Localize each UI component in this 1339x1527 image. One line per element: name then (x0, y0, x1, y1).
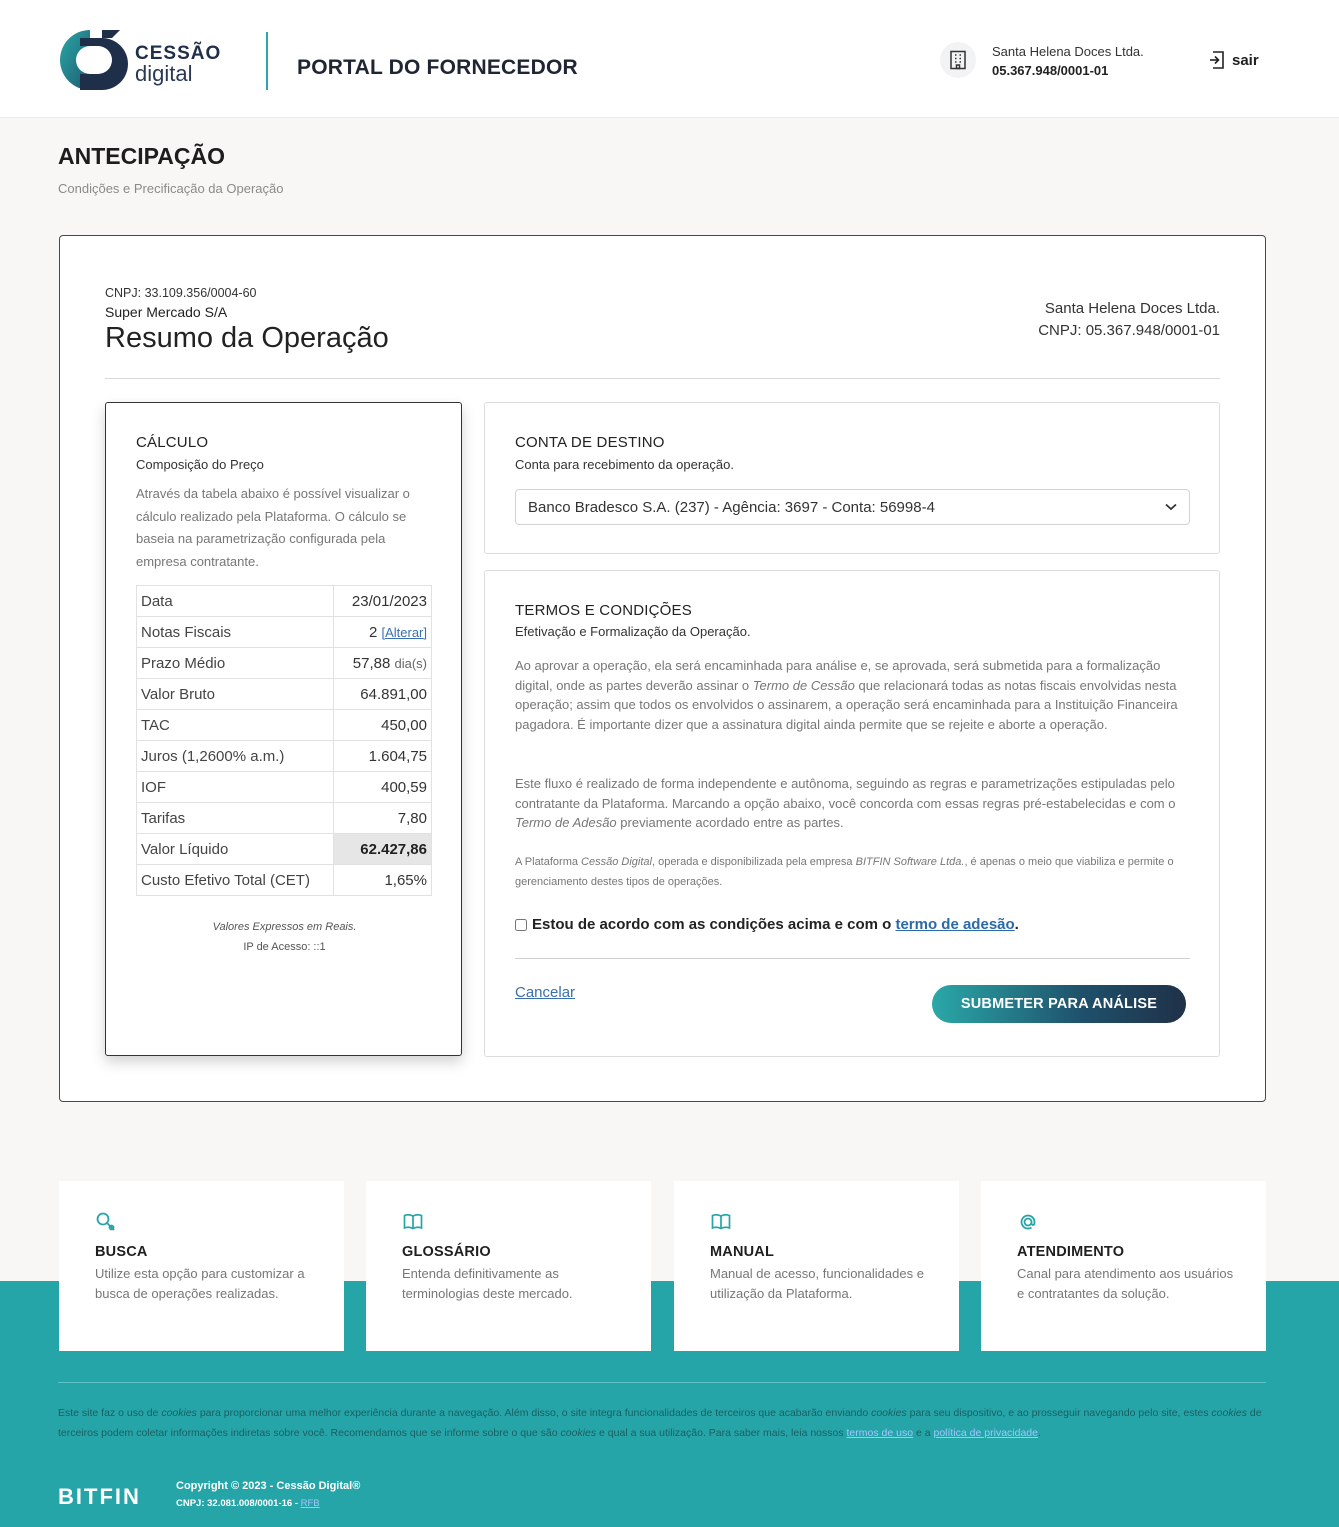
table-row (137, 586, 432, 617)
supplier-cnpj: CNPJ: 05.367.948/0001-01 (1038, 322, 1220, 339)
row-value-juros: 1.604,75 (334, 741, 432, 772)
page-title: ANTECIPAÇÃO (58, 143, 225, 169)
destination-account-select[interactable] (515, 489, 1190, 525)
terms-subtitle: Efetivação e Formalização da Operação. (515, 624, 751, 639)
logo-text (135, 44, 221, 85)
footer-card-glossario[interactable] (366, 1181, 651, 1351)
terms-card (484, 570, 1220, 1057)
footer-card-title: ATENDIMENTO (1017, 1244, 1125, 1260)
notas-count: 2 (368, 623, 378, 641)
juros-label: Juros (1,2600% a.m.) (141, 747, 285, 765)
calc-currency-note: Valores Expressos em Reais. (212, 921, 357, 933)
footer-card-manual[interactable] (674, 1181, 959, 1351)
supplier-name: Santa Helena Doces Ltda. (1044, 300, 1220, 317)
cookie-text-c: para seu dispositivo, e ao prosseguir navegando pelo site, estes (906, 1407, 1212, 1419)
footer-card-title: BUSCA (95, 1244, 148, 1260)
terms-p2-text-b: previamente acordado entre as partes. (616, 815, 844, 831)
cookie-em: cookies (560, 1427, 597, 1439)
top-header (0, 0, 1339, 118)
alter-notes-link[interactable]: [Alterar] (381, 624, 427, 640)
terms-p1-emphasis: Termo de Cessão (752, 677, 855, 693)
header-company-name: Santa Helena Doces Ltda. (992, 44, 1144, 59)
rfb-link[interactable]: RFB (300, 1498, 320, 1509)
logout-button[interactable] (1208, 50, 1259, 70)
terms-p3-text-b: , operada e disponibilizada pela empresa (651, 856, 856, 868)
chevron-down-icon (1165, 503, 1177, 511)
agree-end: . (1014, 916, 1019, 933)
table-row (137, 865, 432, 896)
operation-summary-card (59, 235, 1266, 1102)
destination-subtitle: Conta para recebimento da operação. (515, 457, 734, 472)
cookie-text-e: e qual a sua utilização. Para saber mais, leia nossos (596, 1427, 847, 1439)
agree-text: Estou de acordo com as condições acima e com o (532, 916, 896, 933)
copyright-text: Copyright © 2023 - Cessão Digital® (176, 1480, 361, 1492)
agree-label (532, 916, 1019, 933)
row-value-cet: 1,65% (334, 865, 432, 896)
terms-paragraph-1 (515, 656, 1195, 734)
cookie-text-g: . (1037, 1427, 1041, 1439)
footer-card-atendimento[interactable] (981, 1181, 1266, 1351)
footer-card-title: GLOSSÁRIO (402, 1244, 491, 1260)
table-row (137, 710, 432, 741)
payer-name: Super Mercado S/A (105, 304, 228, 320)
terms-p2-text-a: Este fluxo é realizado de forma independente e autônoma, seguindo as regras e parametrizações estipuladas pelo contratante da Plataforma. Marcando a opção abaixo, você concorda com essas regras pré-estabelecidas e com o (515, 776, 1176, 811)
terms-divider (515, 958, 1190, 959)
footer-card-title: MANUAL (710, 1244, 775, 1260)
terms-p1-text-a: Ao aprovar a operação, ela será encaminhada para análise e, se aprovada, será submetida para a formalização digital, onde as partes deverão assinar o (515, 658, 1161, 693)
privacy-policy-link[interactable]: política de privacidade (933, 1427, 1038, 1439)
building-icon (940, 42, 976, 78)
cookie-em: cookies (161, 1407, 197, 1419)
prazo-value: 57,88 (352, 654, 391, 672)
terms-title: TERMOS E CONDIÇÕES (515, 602, 692, 619)
cookie-notice (58, 1403, 1268, 1443)
terms-p3-text-a: A Plataforma (515, 856, 582, 868)
agree-checkbox-row[interactable] (515, 916, 1019, 933)
terms-p3-text-c: , é apenas o meio que viabiliza e permite o gerenciamento destes tipos de operações. (515, 856, 1174, 888)
cookie-text-d: de terceiros podem coletar informações indiretas sobre você. Recomendamos que se informe sobre o que são (58, 1407, 1262, 1439)
row-label-notas-fiscais: Notas Fiscais (137, 617, 334, 648)
terms-p3-emphasis-1: Cessão Digital (581, 856, 652, 868)
row-label-juros (137, 741, 334, 772)
row-label-tarifas: Tarifas (137, 803, 334, 834)
row-label-valor-bruto: Valor Bruto (137, 679, 334, 710)
footer-cnpj-text: CNPJ: 32.081.008/0001-16 - (176, 1498, 301, 1509)
destination-selected-value: Banco Bradesco S.A. (237) - Agência: 3697 - Conta: 56998-4 (528, 498, 935, 516)
table-row (137, 617, 432, 648)
terms-paragraph-2 (515, 774, 1195, 833)
cookie-text-b: para proporcionar uma melhor experiência durante a navegação. Além disso, o site integra funcionalidades de terceiros que acabarão enviando (196, 1407, 872, 1419)
footer-cnpj (176, 1498, 320, 1509)
row-label-valor-liquido: Valor Líquido (137, 834, 334, 865)
row-label-data: Data (137, 586, 334, 617)
payer-cnpj: CNPJ: 33.109.356/0004-60 (105, 286, 257, 300)
header-company-cnpj: 05.367.948/0001-01 (992, 63, 1109, 78)
table-row (137, 741, 432, 772)
operation-divider (105, 378, 1220, 379)
cookie-text-a: Este site faz o uso de (58, 1407, 162, 1419)
table-row (137, 834, 432, 865)
bitfin-logo: BITFIN (58, 1484, 141, 1509)
row-value-tac: 450,00 (334, 710, 432, 741)
calc-subtitle: Composição do Preço (136, 457, 264, 472)
logo-word-digital: digital (135, 61, 193, 86)
row-value-iof: 400,59 (334, 772, 432, 803)
book-icon (710, 1211, 732, 1233)
logout-icon (1208, 50, 1226, 70)
adhesion-term-link[interactable]: termo de adesão (895, 916, 1015, 933)
terms-paragraph-3 (515, 852, 1195, 892)
logo-word-cessao: CESSÃO (135, 43, 222, 64)
search-icon (95, 1211, 117, 1233)
row-label-tac: TAC (137, 710, 334, 741)
footer-card-desc: Manual de acesso, funcionalidades e utilização da Plataforma. (710, 1266, 924, 1301)
terms-p1-text-b: que relacionará todas as notas fiscais envolvidas nesta operação; assim que todos os envolvidos o assinarem, a operação será encaminhada para a Instituição Financeira pagadora. É importante dizer que a assinatura digital ainda permite que se rejeite e aborte a operação. (515, 677, 1178, 732)
footer-card-desc: Canal para atendimento aos usuários e contratantes da solução. (1017, 1266, 1234, 1301)
submit-for-analysis-button[interactable]: SUBMETER PARA ANÁLISE (932, 985, 1186, 1023)
page-subtitle: Condições e Precificação da Operação (58, 181, 284, 196)
footer-card-desc: Utilize esta opção para customizar a busca de operações realizadas. (95, 1266, 305, 1301)
row-value-tarifas: 7,80 (334, 803, 432, 834)
row-value-notas-fiscais (334, 617, 432, 648)
calc-ip-note: IP de Acesso: ::1 (243, 941, 326, 953)
calc-table (136, 585, 432, 896)
row-label-cet: Custo Efetivo Total (CET) (137, 865, 334, 896)
header-divider (266, 32, 268, 90)
cookie-text-f: e a (913, 1427, 934, 1439)
footer-card-desc: Entenda definitivamente as terminologias deste mercado. (402, 1266, 573, 1301)
logout-label: sair (1232, 51, 1259, 69)
row-value-valor-bruto: 64.891,00 (334, 679, 432, 710)
calc-description: Através da tabela abaixo é possível visualizar o cálculo realizado pela Plataforma. O cálculo se baseia na parametrização configurada pela empresa contratante. (136, 486, 410, 569)
at-icon (1017, 1211, 1039, 1233)
table-row (137, 679, 432, 710)
calc-title: CÁLCULO (136, 434, 209, 451)
row-value-prazo-medio (334, 648, 432, 679)
operation-title: Resumo da Operação (105, 322, 389, 354)
row-label-iof: IOF (137, 772, 334, 803)
footer-card-busca[interactable] (59, 1181, 344, 1351)
calculation-card (105, 402, 462, 1056)
table-row (137, 648, 432, 679)
terms-p3-emphasis-2: BITFIN Software Ltda. (855, 856, 965, 868)
prazo-unit: dia(s) (394, 655, 427, 671)
table-row (137, 803, 432, 834)
agree-checkbox[interactable] (515, 919, 527, 931)
portal-title: PORTAL DO FORNECEDOR (297, 56, 578, 79)
cookie-em: cookies (871, 1407, 907, 1419)
destination-account-card (484, 402, 1220, 554)
cessao-digital-logo (58, 28, 128, 92)
row-value-valor-liquido: 62.427,86 (334, 834, 432, 865)
row-label-prazo-medio: Prazo Médio (137, 648, 334, 679)
row-value-data: 23/01/2023 (334, 586, 432, 617)
terms-of-use-link[interactable]: termos de uso (846, 1427, 914, 1439)
table-row (137, 772, 432, 803)
cookie-em: cookies (1211, 1407, 1248, 1419)
terms-p2-emphasis: Termo de Adesão (515, 815, 617, 831)
destination-title: CONTA DE DESTINO (515, 434, 665, 451)
footer-divider (58, 1382, 1266, 1383)
book-icon (402, 1211, 424, 1233)
cancel-link[interactable]: Cancelar (515, 984, 576, 1001)
